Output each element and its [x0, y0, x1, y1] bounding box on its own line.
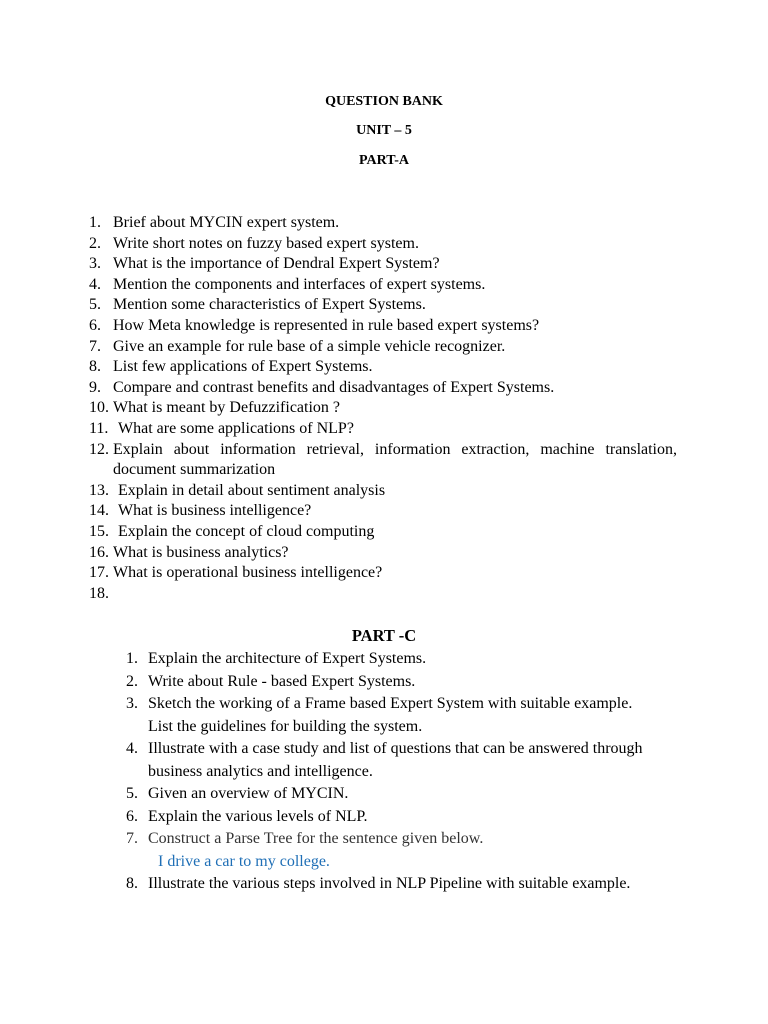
part-a-question — [0, 563, 768, 584]
part-c-heading: PART -C — [351, 626, 417, 645]
part-a-question — [0, 543, 768, 564]
question-number: 4. — [126, 740, 138, 757]
part-c-question — [0, 873, 768, 896]
question-text: What is business analytics? — [113, 543, 289, 561]
question-text: Write about Rule - based Expert Systems. — [148, 672, 416, 690]
question-text: Illustrate with a case study and list of questions that can be answered through business analytics and intelligence. — [148, 740, 643, 780]
part-a-question — [0, 398, 768, 419]
part-a-question — [0, 357, 768, 378]
question-text: What is the importance of Dendral Expert System? — [113, 255, 440, 273]
question-text: Given an overview of MYCIN. — [148, 785, 349, 802]
part-a-question-list — [0, 213, 768, 604]
question-number: 1. — [126, 650, 138, 667]
question-number: 11. — [89, 419, 109, 437]
question-text: Give an example for rule base of a simple vehicle recognizer. — [113, 337, 506, 355]
question-number: 6. — [126, 807, 138, 825]
question-text: Explain in detail about sentiment analysis — [118, 481, 386, 499]
part-a-question — [0, 295, 768, 316]
question-text: What is operational business intelligence? — [113, 564, 383, 582]
question-number: 3. — [89, 255, 101, 273]
question-text: Illustrate the various steps involved in NLP Pipeline with suitable example. — [148, 875, 631, 892]
part-a-question — [0, 213, 768, 234]
part-a-question — [0, 275, 768, 296]
question-number: 17. — [89, 564, 109, 582]
document-title: QUESTION BANK — [325, 94, 443, 109]
part-a-question — [0, 419, 768, 440]
question-number: 3. — [126, 695, 138, 712]
part-a-question — [0, 584, 768, 605]
question-text: What is meant by Defuzzification ? — [113, 399, 341, 417]
part-a-question — [0, 501, 768, 522]
question-text: Mention some characteristics of Expert Systems. — [113, 296, 426, 314]
question-text: Explain the various levels of NLP. — [148, 807, 368, 825]
part-a-question — [0, 378, 768, 399]
question-number: 1. — [89, 214, 101, 231]
part-a-question — [0, 522, 768, 543]
question-text: Brief about MYCIN expert system. — [113, 214, 340, 231]
question-number: 12. — [89, 440, 109, 458]
part-a-question — [0, 440, 768, 481]
question-number: 16. — [89, 543, 109, 561]
question-number: 2. — [89, 234, 101, 252]
question-number: 8. — [126, 875, 138, 892]
question-text: Construct a Parse Tree for the sentence given below. — [148, 830, 484, 847]
question-text: What are some applications of NLP? — [118, 419, 354, 437]
part-c-question — [0, 738, 768, 783]
question-text: What is business intelligence? — [118, 502, 312, 520]
question-text: Sketch the working of a Frame based Expert System with suitable example. List the guidelines for building the system. — [148, 695, 633, 735]
question-number: 13. — [89, 481, 109, 499]
question-number: 18. — [89, 584, 109, 602]
part-c-question — [0, 693, 768, 738]
unit-heading: UNIT – 5 — [356, 123, 412, 138]
part-c-question — [0, 671, 768, 694]
question-number: 9. — [89, 378, 101, 396]
question-number: 2. — [126, 672, 138, 690]
part-c-question — [0, 648, 768, 671]
question-text: Compare and contrast benefits and disadvantages of Expert Systems. — [113, 378, 555, 396]
question-number: 10. — [89, 399, 109, 417]
question-text: Explain about information retrieval, information extraction, machine translation, document summarization — [113, 440, 677, 479]
question-number: 5. — [126, 785, 138, 802]
question-text: List few applications of Expert Systems. — [113, 358, 373, 376]
question-text: Explain the concept of cloud computing — [118, 522, 375, 540]
question-number: 7. — [126, 830, 138, 847]
question-text: How Meta knowledge is represented in rule based expert systems? — [113, 316, 540, 334]
question-text: Mention the components and interfaces of expert systems. — [113, 275, 486, 293]
question-number: 5. — [89, 296, 101, 314]
parse-tree-sentence: I drive a car to my college. — [158, 852, 330, 870]
question-text: Explain the architecture of Expert Systems. — [148, 650, 427, 667]
question-number: 4. — [89, 275, 101, 293]
part-c-question — [0, 828, 768, 851]
question-number: 8. — [89, 358, 101, 376]
part-a-question — [0, 254, 768, 275]
part-c-question-list — [0, 648, 768, 896]
part-c-question — [0, 783, 768, 806]
part-a-question — [0, 234, 768, 255]
question-text: Write short notes on fuzzy based expert system. — [113, 234, 419, 252]
part-a-question — [0, 337, 768, 358]
part-a-question — [0, 481, 768, 502]
question-number: 15. — [89, 522, 109, 540]
question-number: 7. — [89, 337, 101, 355]
question-number: 14. — [89, 502, 109, 520]
part-c-question — [0, 806, 768, 829]
question-number: 6. — [89, 316, 101, 334]
part-a-question — [0, 316, 768, 337]
part-a-heading: PART-A — [358, 153, 410, 168]
